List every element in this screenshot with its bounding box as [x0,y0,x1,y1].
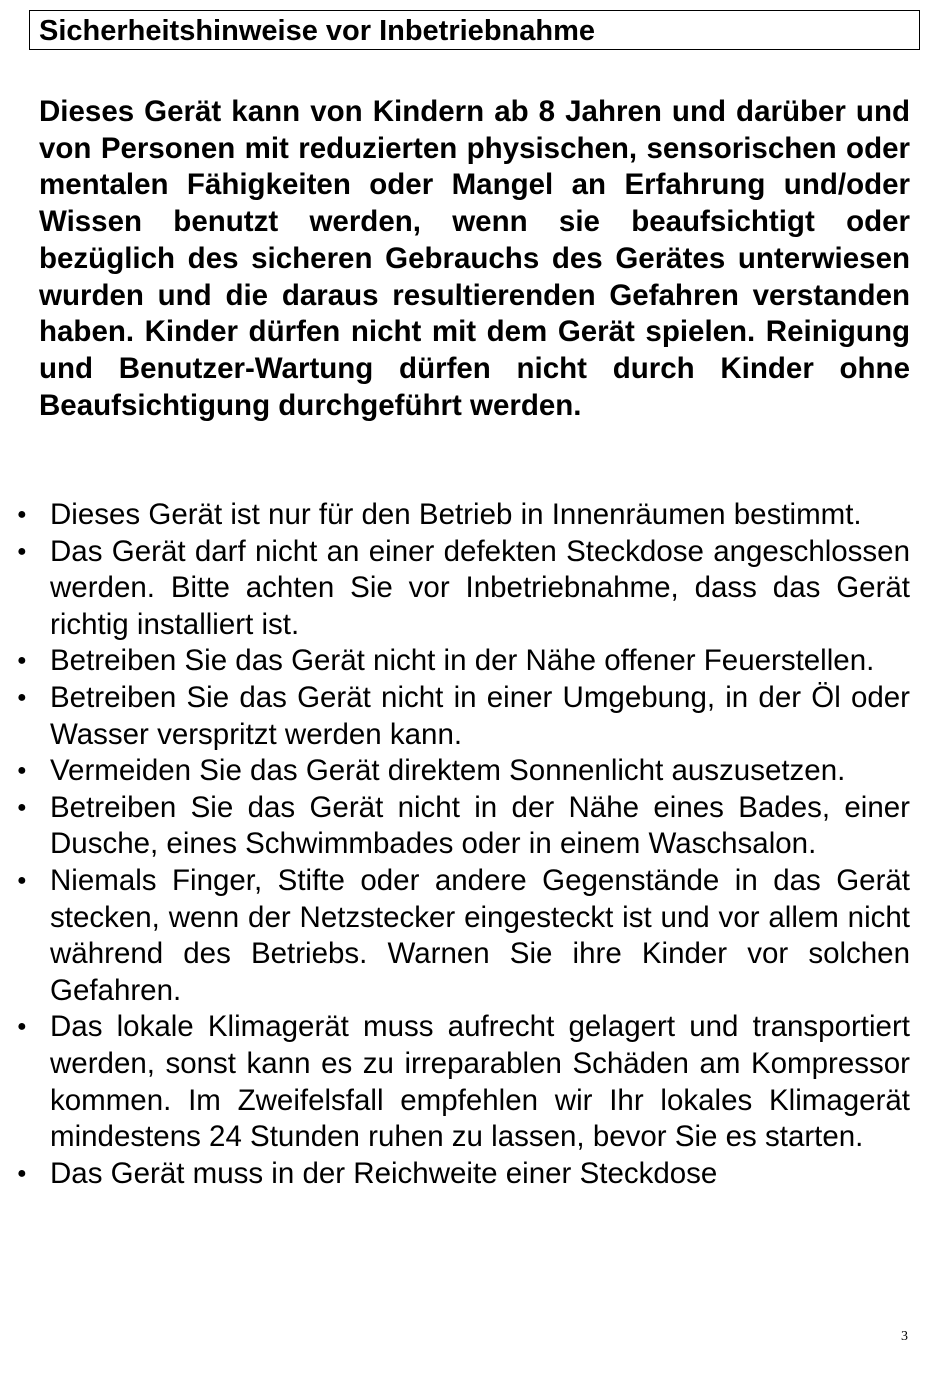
bullet-icon: ● [17,871,27,889]
safety-bullet-list [0,497,910,1192]
bullet-text: Niemals Finger, Stifte oder andere Gegenstände in das Gerät stecken, wenn der Netzstecker eingesteckt ist und vor allem nicht während des Betriebs. Warnen Sie ihre Kinder vor solchen Gefahren. [50,863,910,1007]
bullet-item [0,863,910,1009]
bullet-item [0,680,910,753]
bullet-icon: ● [17,798,27,816]
bullet-icon: ● [17,542,27,560]
bullet-item [0,790,910,863]
bullet-text: Das lokale Klimagerät muss aufrecht gelagert und transportiert werden, sonst kann es zu irreparablen Schäden am Kompressor kommen. Im Zweifelsfall empfehlen wir Ihr lokales Klimagerät mindestens 24 Stunden ruhen zu lassen, bevor Sie es starten. [50,1010,910,1154]
bullet-item [0,1156,910,1193]
bullet-text: Das Gerät muss in der Reichweite einer Steckdose [50,1156,718,1190]
bullet-icon: ● [17,506,27,523]
bullet-icon: ● [17,652,27,670]
child-safety-warning: Dieses Gerät kann von Kindern ab 8 Jahren und darüber und von Personen mit reduzierten physischen, sensorischen oder mentalen Fähigkeiten oder Mangel an Erfahrung und/oder Wissen benutzt werden, wenn sie beaufsichtigt oder bezüglich des sicheren Gebrauchs des Gerätes unterwiesen wurden und die daraus resultierenden Gefahren verstanden haben. Kinder dürfen nicht mit dem Gerät spielen. Reinigung und Benutzer-Wartung dürfen nicht durch Kinder ohne Beaufsichtigung durchgeführt werden. [39,95,910,422]
bullet-icon: ● [17,762,27,780]
bullet-icon: ● [17,1164,27,1182]
bullet-text: Vermeiden Sie das Gerät direktem Sonnenlicht auszusetzen. [50,754,846,788]
bullet-text: Das Gerät darf nicht an einer defekten Steckdose angeschlossen werden. Bitte achten Sie vor Inbetriebnahme, dass das Gerät richtig installiert ist. [50,534,910,641]
bullet-icon: ● [17,1018,27,1036]
bullet-icon: ● [17,688,27,706]
bullet-text: Betreiben Sie das Gerät nicht in der Nähe offener Feuerstellen. [50,644,875,678]
bullet-text: Betreiben Sie das Gerät nicht in der Nähe eines Bades, einer Dusche, eines Schwimmbades oder in einem Waschsalon. [50,790,910,861]
page-number: 3 [901,1329,908,1344]
bullet-text: Betreiben Sie das Gerät nicht in einer Umgebung, in der Öl oder Wasser verspritzt werden kann. [50,680,910,751]
bullet-item [0,497,910,534]
section-heading: Sicherheitshinweise vor Inbetriebnahme [39,15,595,47]
bullet-item [0,643,910,680]
bullet-item [0,753,910,790]
section-heading-box [29,10,920,50]
bullet-item [0,534,910,644]
bullet-item [0,1009,910,1155]
bullet-text: Dieses Gerät ist nur für den Betrieb in Innenräumen bestimmt. [50,498,862,531]
